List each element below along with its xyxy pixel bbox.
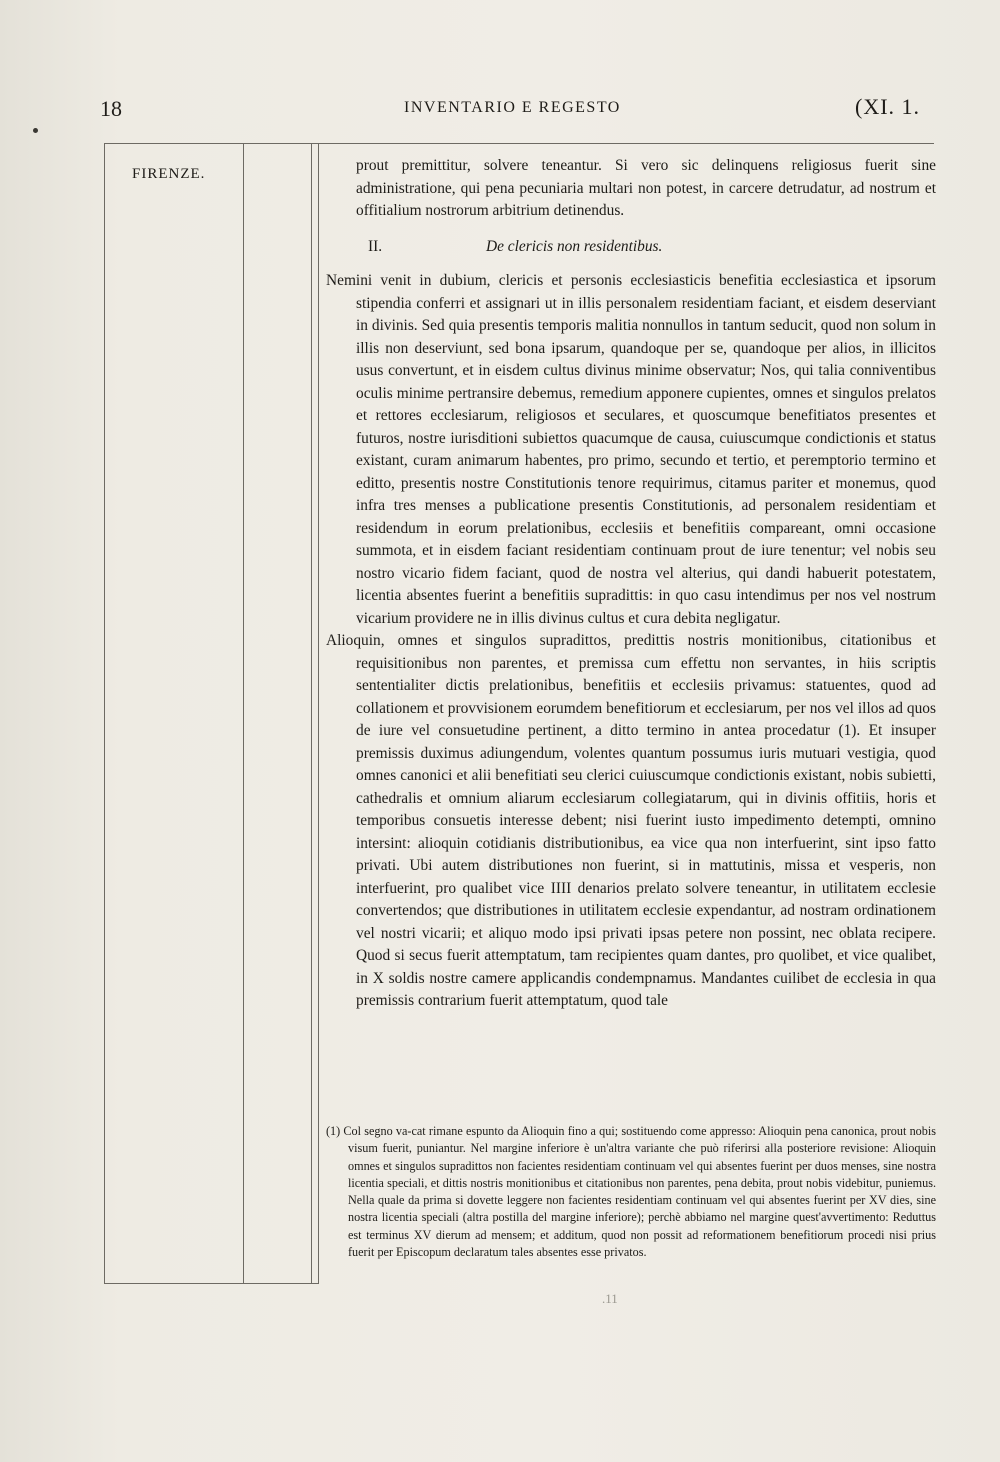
column-rule-right-a [311,143,312,1283]
opening-paragraph: prout premittitur, solvere teneantur. Si vero sic delinquens religiosus fuerit sine administratione, qui pena pecuniaria multari non potest, in carcere detrudatur, ad nostrum et offitialium nostrorum arbitrium detinendus. [356,157,936,219]
section-heading-number: II. [368,237,383,255]
stray-mark: .11 [602,1291,618,1306]
footnotes [326,1123,936,1261]
column-rule-middle [243,143,244,1283]
page-number: 18 [100,96,122,121]
section-heading [326,236,936,259]
running-title: INVENTARIO E REGESTO [404,99,621,116]
place-label: FIRENZE. [132,166,206,182]
main-text [326,155,936,1013]
column-rule-left [104,143,105,1283]
section-heading-title: De clericis non residentibus. [486,237,663,255]
ink-dot [33,128,38,133]
footnote-1: (1) Col segno va-cat rimane espunto da Alioquin fino a qui; sostituendo come appresso: Alioquin pena canonica, prout nobis visum fuerit, puniantur. Nel margine inferiore è un'altra variante che può riferirsi alla posteriore revisione: Alioquin omnes et singulos supradittos non facientes residentiam continuam vel qui absentes fuerint per duos menses, sine nostra licentia speciali, et dittis nostris monitionibus et citationibus non parentes, pena debita, prout nobis videbitur, puniemus. Nella quale da prima si dovette leggere non facientes residentiam continuam vel qui absentes fuerint per XV dies, sine nostra licentia speciali (altra postilla del margine inferiore); perchè abbiamo nel margine quest'avvertimento: Reduttus est terminus XV dierum ad mensem; et additum, quod non possit ad reformationem benefitiorum procedi nisi prius fuerit per Episcopum declaratum tales absentes esse privatos. [326,1124,936,1260]
paragraph-nemini: Nemini venit in dubium, clericis et personis ecclesiasticis benefitia ecclesiastica et ipsorum stipendia conferri et assignari ut in illis personalem residentiam faciant, et eisdem deserviant in divinis. Sed quia presentis temporis malitia nonnullos in tantum seducit, quod non solum in illis non deserviunt, sed bona ipsarum, quandoque per se, quandoque per alios, in illicitos usus convertunt, et in eisdem cultus divinus minime observatur; Nos, qui talia conniventibus oculis minime pertransire debemus, remedium apponere cupientes, omnes et singulos prelatos et rettores ecclesiarum, religiosos et seculares, et quoscumque benefitiatos presentes et futuros, nostre iurisditioni subiettos quacumque de causa, cuiuscumque condictionis et status existant, curam animarum habentes, pro primo, secundo et tertio, et peremptorio termino et editto, presentis nostre Constitutionis tenore requirimus, citamus pariter et monemus, quod infra tres menses a publicatione presentis Constitutionis, ad personalem residentiam et residendum in eorum prelationibus, ecclesiis et benefitiis compareant, omni occasione summota, et in eisdem faciant residentiam continuam prout de iure tenentur; vel nobis seu nostro vicario fidem faciant, quod de nostra vel alterius, qui dandi habuerit potestatem, licentia absentes fuerint a benefitiis supradittis: in quo casu intendimus per nos vel nostrum vicarium providere ne in illis divinus cultus et cura debita negligatur. [326,272,936,627]
section-reference: (XI. 1. [855,94,921,119]
table-top-rule [104,143,934,144]
paragraph-alioquin: Alioquin, omnes et singulos supradittos, predittis nostris monitionibus, citationibus et requisitionibus non parentes, et premissa cum effettu non servantes, in hiis scriptis sententialiter dictis prelationibus, benefitiis et ecclesiis privamus: statuentes, quod ad collationem et provvisionem eorumdem benefitiorum et ecclesiarum, per nos vel illos ad quos de iure vel consuetudine pertinent, a ditto termino in antea procedatur (1). Et insuper premissis duximus adiungendum, volentes quantum possumus iuris mutuari vestigia, quod omnes canonici et alii benefitiati seu clerici cuiuscumque condictionis existant, nobis subietti, cathedralis et omnium aliarum ecclesiarum collegiatarum, qui in divinis offitiis, horis et temporibus consuetis interesse debent; nisi fuerint iusto impedimento detempti, omnino intersint: alioquin cotidianis distributionibus, ea vice qua non interfuerint, sint ipso fatto privati. Ubi autem distributiones non fuerint, si in mattutinis, missa et vesperis, non interfuerint, pro qualibet vice IIII denarios prelato solvere teneantur, in utilitatem ecclesie convertendos; que distributiones in utilitatem ecclesie expendantur, ad nostram ordinationem vel nostri vicarii; et aliquo modo ipsi privati ipsas petere non possint, nec oblata recipere. Quod si secus fuerit attemptatum, tam recipientes quam dantes, pro quolibet, et vice qualibet, in X soldis nostre camere applicandis condempnamus. Mandantes cuilibet de ecclesia in qua premissis contrarium fuerit attemptatum, quod tale [326,632,936,1009]
table-bottom-rule [104,1283,319,1284]
running-head [0,94,1000,124]
column-rule-right-b [318,143,319,1283]
